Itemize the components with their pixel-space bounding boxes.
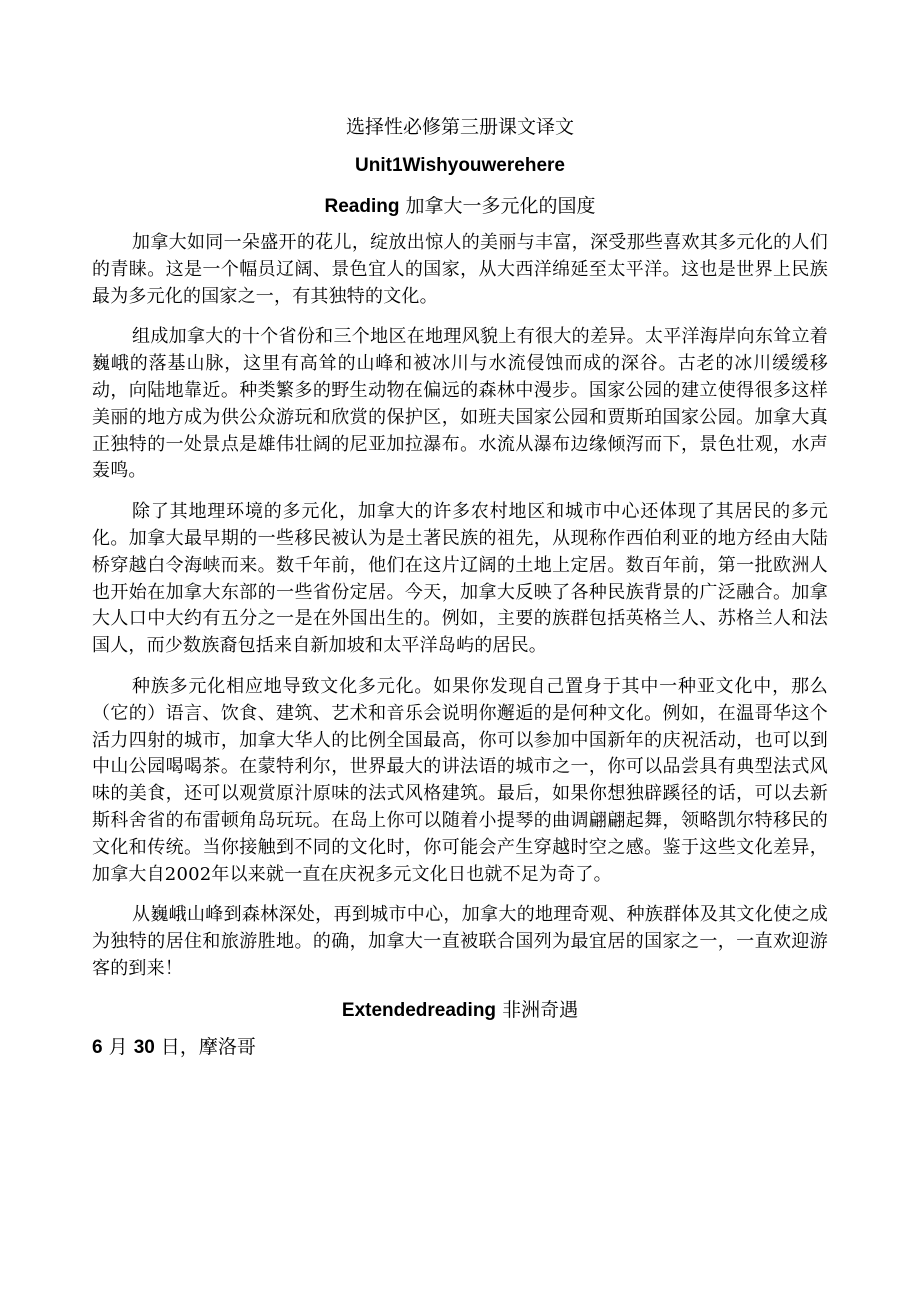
unit-title-text: Unit1Wishyouwerehere xyxy=(355,155,565,176)
unit-title xyxy=(92,152,828,179)
reading-heading-zh: 加拿大一多元化的国度 xyxy=(405,195,596,217)
document-title: 选择性必修第三册课文译文 xyxy=(345,116,574,138)
date-month-number: 6 xyxy=(92,1036,103,1058)
extended-heading-zh: 非洲奇遇 xyxy=(502,998,579,1021)
date-day-number: 30 xyxy=(133,1036,155,1058)
paragraph-5: 从巍峨山峰到森林深处，再到城市中心，加拿大的地理奇观、种族群体及其文化使之成为独特的居住和旅游胜地。的确，加拿大一直被联合国列为最宜居的国家之一，一直欢迎游客的到来！ xyxy=(92,904,828,979)
date-day-unit: 日，摩洛哥 xyxy=(160,1035,256,1058)
document-page xyxy=(92,114,828,1061)
reading-heading-en: Reading xyxy=(324,196,400,217)
extended-heading-en: Extendedreading xyxy=(341,999,497,1021)
paragraph-3: 除了其地理环境的多元化，加拿大的许多农村地区和城市中心还体现了其居民的多元化。加拿大最早期的一些移民被认为是土著民族的祖先，从现称作西伯利亚的地方经由大陆桥穿越白令海峡而来。数千年前，他们在这片辽阔的土地上定居。数百年前，第一批欧洲人也开始在加拿大东部的一些省份定居。今天，加拿大反映了各种民族背景的广泛融合。加拿大人口中大约有五分之一是在外国出生的。例如，主要的族群包括英格兰人、苏格兰人和法国人，而少数族裔包括来自新加坡和太平洋岛屿的居民。 xyxy=(92,501,828,657)
dateline xyxy=(92,1034,828,1061)
paragraph-4: 种族多元化相应地导致文化多元化。如果你发现自己置身于其中一种亚文化中，那么（它的）语言、饮食、建筑、艺术和音乐会说明你邂逅的是何种文化。例如，在温哥华这个活力四射的城市，加拿大华人的比例全国最高，你可以参加中国新年的庆祝活动，也可以到中山公园喝喝茶。在蒙特利尔，世界最大的讲法语的城市之一，你可以品尝具有典型法式风味的美食，还可以观赏原汁原味的法式风格建筑。最后，如果你想独辟蹊径的话，可以去新斯科舍省的布雷顿角岛玩玩。在岛上你可以随着小提琴的曲调翩翩起舞，领略凯尔特移民的文化和传统。当你接触到不同的文化时，你可能会产生穿越时空之感。鉴于这些文化差异，加拿大自2002年以来就一直在庆祝多元文化日也就不足为奇了。 xyxy=(92,675,828,885)
extended-reading-heading xyxy=(92,997,828,1024)
reading-heading xyxy=(92,193,828,220)
paragraph-2: 组成加拿大的十个省份和三个地区在地理风貌上有很大的差异。太平洋海岸向东耸立着巍峨的落基山脉，这里有高耸的山峰和被冰川与水流侵蚀而成的深谷。古老的冰川缓缓移动，向陆地靠近。种类繁多的野生动物在偏远的森林中漫步。国家公园的建立使得很多这样美丽的地方成为供公众游玩和欣赏的保护区，如班夫国家公园和贾斯珀国家公园。加拿大真正独特的一处景点是雄伟壮阔的尼亚加拉瀑布。水流从瀑布边缘倾泻而下，景色壮观，水声轰鸣。 xyxy=(92,326,828,482)
paragraph-1: 加拿大如同一朵盛开的花儿，绽放出惊人的美丽与丰富，深受那些喜欢其多元化的人们的青睐。这是一个幅员辽阔、景色宜人的国家，从大西洋绵延至太平洋。这也是世界上民族最为多元化的国家之一，有其独特的文化。 xyxy=(92,232,828,307)
date-month-unit: 月 xyxy=(108,1035,128,1058)
